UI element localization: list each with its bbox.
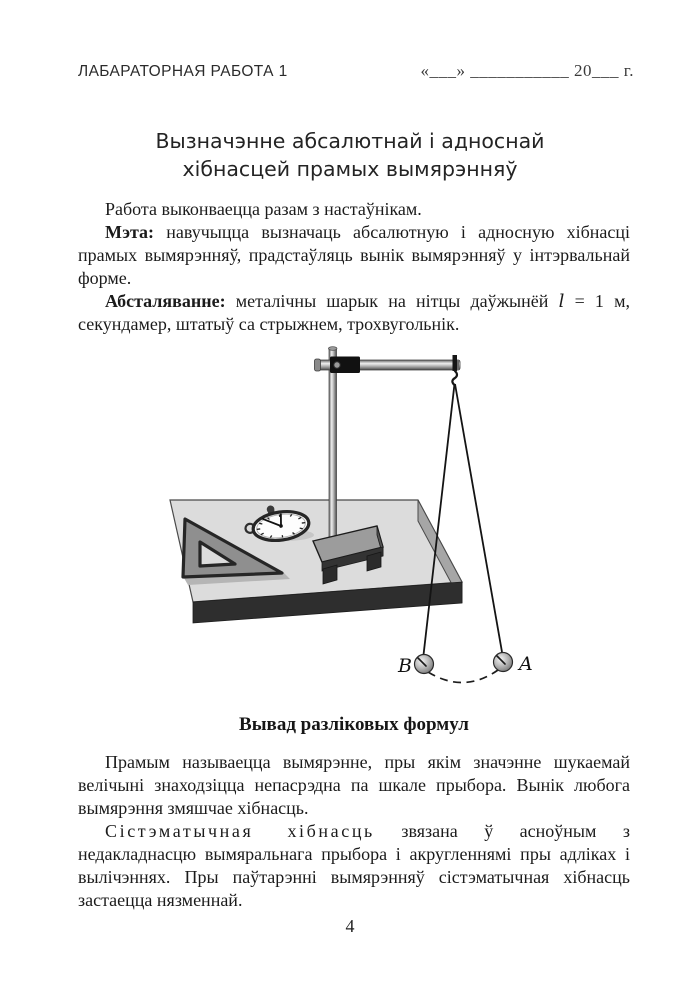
ball-label-a: A [519, 653, 533, 675]
equipment-lead: Абсталяванне: [105, 291, 226, 311]
clamp-screw [334, 362, 340, 368]
paragraph-note: Работа выконваецца разам з настаўнікам. [105, 199, 422, 219]
paragraph-equipment [78, 290, 630, 336]
paragraph-systematic-error [78, 820, 630, 912]
goal-text: навучыцца вызначаць абсалютную і адносную хібнасці прамых вымярэнняў, прадстаўляць вынік вымярэнняў у інтэрвальнай форме. [78, 222, 630, 288]
pendulum-apparatus-illustration [78, 344, 630, 700]
header-lab-work-title: ЛАБАРАТОРНАЯ РАБОТА 1 [78, 63, 288, 80]
derivation-text-block [78, 714, 630, 912]
stand-rod [328, 347, 337, 544]
title-line-1: Вызначэнне абсалютнай і адноснай [155, 129, 545, 153]
pendulum-ball-a [494, 653, 513, 672]
paragraph-direct-measurement: Прамым называецца вымярэнне, пры якім значэнне шукаемай велічыні знаходзіцца непасрэдна па шкале прыбора. Вынік любога вымярэння змяшчае хібнасць. [78, 752, 630, 818]
title-line-2: хібнасцей прамых вымярэнняў [182, 157, 518, 181]
page-number: 4 [345, 916, 355, 936]
page-title [0, 127, 700, 183]
equipment-text-1: металічны шарык на нітцы даўжынёй [235, 291, 559, 311]
intro-text-block [78, 198, 630, 336]
systematic-error-text: звязана ў асноўным з недакладнасцю вымяральнага прыбора і акругленнямі пры адліках і вылічэннях. Пры паўтарэнні вымярэнняў сістэматычная хібнасць застаецца нязменнай. [78, 821, 630, 910]
length-variable: l [558, 291, 565, 312]
pendulum-ball-b [415, 655, 434, 674]
table [170, 500, 462, 623]
paragraph-goal [78, 221, 630, 290]
ball-label-b: B [398, 655, 412, 677]
goal-lead: Мэта: [105, 222, 155, 242]
header-date-blank: «___» ___________ 20___ г. [420, 61, 634, 80]
hook-icon [452, 371, 457, 385]
section-heading: Вывад разліковых формул [239, 714, 469, 735]
pendulum-string-right [455, 384, 502, 652]
systematic-error-lead: Сістэматычная хібнасць [105, 821, 375, 841]
swing-arc [428, 670, 498, 683]
experiment-setup-figure [78, 344, 630, 700]
suspension-pin [453, 355, 458, 371]
equipment-text-2: = 1 м, секундамер, штатыў са стрыжнем, трохвугольнік. [78, 291, 631, 334]
